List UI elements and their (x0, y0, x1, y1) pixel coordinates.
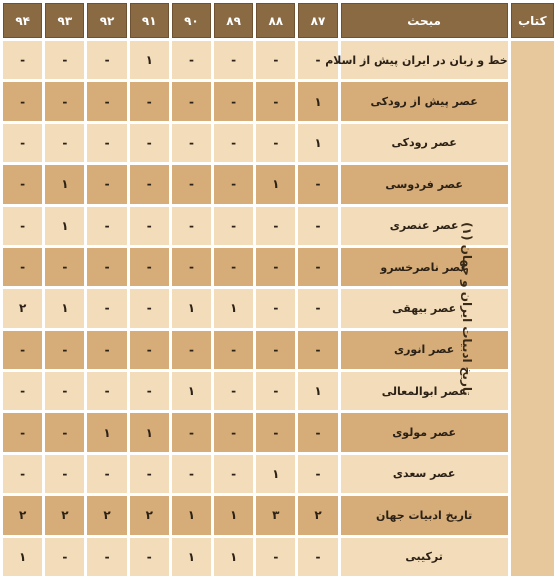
year-count-cell: - (214, 165, 253, 203)
year-count-cell: - (298, 455, 337, 493)
year-count-cell: - (87, 165, 126, 203)
year-count-cell: ۱ (3, 538, 42, 577)
topic-cell: تاریخ ادبیات جهان (341, 496, 508, 534)
year-count-cell: - (130, 538, 169, 577)
header-year: ۸۸ (256, 3, 295, 38)
year-count-cell: ۱ (298, 82, 337, 120)
year-count-cell: - (172, 41, 211, 79)
book-name-cell (460, 41, 554, 576)
year-count-cell: - (256, 41, 295, 79)
year-count-cell: - (130, 165, 169, 203)
year-count-cell: ۱ (214, 496, 253, 534)
year-count-cell: - (45, 372, 84, 410)
topic-cell: عصر انوری (341, 331, 508, 369)
year-count-cell: - (45, 248, 84, 286)
year-count-cell: - (214, 82, 253, 120)
year-count-cell: - (3, 331, 42, 369)
year-count-cell: - (45, 413, 84, 451)
year-count-cell: - (45, 41, 84, 79)
year-count-cell: - (256, 372, 295, 410)
year-count-cell: - (172, 82, 211, 120)
header-year: ۸۹ (214, 3, 253, 38)
table-row (3, 41, 554, 79)
topic-cell: عصر پیش از رودکی (341, 82, 508, 120)
year-count-cell: - (214, 124, 253, 162)
year-count-cell: ۱ (172, 372, 211, 410)
year-count-cell: ۱ (172, 496, 211, 534)
year-count-cell: - (87, 372, 126, 410)
year-count-cell: - (256, 413, 295, 451)
table-row (3, 165, 554, 203)
topic-cell: عصر بیهقی (341, 289, 508, 327)
topic-cell: عصر ابوالمعالی (341, 372, 508, 410)
header-topic: مبحث (341, 3, 508, 38)
year-count-cell: ۱ (172, 538, 211, 577)
year-count-cell: - (3, 124, 42, 162)
year-count-cell: - (172, 455, 211, 493)
year-count-cell: - (256, 124, 295, 162)
year-count-cell: - (87, 124, 126, 162)
year-count-cell: - (172, 124, 211, 162)
year-count-cell: ۱ (214, 538, 253, 577)
year-count-cell: - (214, 372, 253, 410)
year-count-cell: ۱ (45, 207, 84, 245)
year-count-cell: ۱ (298, 372, 337, 410)
year-count-cell: ۱ (45, 289, 84, 327)
year-count-cell: ۱ (214, 289, 253, 327)
year-count-cell: - (172, 165, 211, 203)
year-count-cell: - (130, 124, 169, 162)
year-count-cell: - (3, 207, 42, 245)
header-book: کتاب (511, 3, 554, 38)
year-count-cell: - (298, 413, 337, 451)
year-count-cell: ۲ (3, 496, 42, 534)
year-count-cell: - (130, 455, 169, 493)
table-row (3, 124, 554, 162)
topic-cell: عصر سعدی (341, 455, 508, 493)
year-count-cell: - (3, 248, 42, 286)
year-count-cell: - (298, 331, 337, 369)
year-count-cell: - (45, 455, 84, 493)
year-count-cell: - (172, 207, 211, 245)
year-count-cell: ۲ (45, 496, 84, 534)
year-count-cell: ۱ (256, 455, 295, 493)
year-count-cell: - (172, 413, 211, 451)
year-count-cell: - (214, 41, 253, 79)
year-count-cell: - (214, 331, 253, 369)
year-count-cell: - (130, 289, 169, 327)
topic-cell: ترکیبی (341, 538, 508, 577)
year-count-cell: - (130, 207, 169, 245)
year-count-cell: ۲ (298, 496, 337, 534)
year-count-cell: - (214, 248, 253, 286)
header-year: ۹۰ (172, 3, 211, 38)
year-count-cell: ۱ (45, 165, 84, 203)
year-count-cell: ۱ (130, 41, 169, 79)
table-row (3, 82, 554, 120)
topic-cell: خط و زبان در ایران پیش از اسلام (341, 41, 508, 79)
year-count-cell: ۳ (256, 496, 295, 534)
header-year: ۸۷ (298, 3, 337, 38)
year-count-cell: ۲ (3, 289, 42, 327)
year-count-cell: - (3, 165, 42, 203)
year-count-cell: ۲ (87, 496, 126, 534)
year-count-cell: - (130, 82, 169, 120)
year-count-cell: ۲ (130, 496, 169, 534)
topic-cell: عصر رودکی (341, 124, 508, 162)
year-count-cell: - (87, 331, 126, 369)
year-count-cell: - (298, 538, 337, 577)
year-count-cell: - (130, 372, 169, 410)
year-count-cell: - (172, 331, 211, 369)
year-count-cell: - (87, 41, 126, 79)
table-row (3, 496, 554, 534)
year-count-cell: ۱ (256, 165, 295, 203)
year-count-cell: - (172, 248, 211, 286)
year-count-cell: ۱ (298, 124, 337, 162)
year-count-cell: - (87, 248, 126, 286)
topic-cell: عصر عنصری (341, 207, 508, 245)
year-count-cell: - (214, 455, 253, 493)
year-count-cell: ۱ (130, 413, 169, 451)
year-count-cell: - (298, 207, 337, 245)
topic-cell: عصر مولوی (341, 413, 508, 451)
table-row (3, 538, 554, 577)
year-count-cell: - (3, 41, 42, 79)
year-count-cell: - (87, 455, 126, 493)
year-count-cell: - (256, 538, 295, 577)
table-row (3, 413, 554, 451)
year-count-cell: - (45, 538, 84, 577)
year-count-cell: - (87, 82, 126, 120)
year-count-cell: - (45, 82, 84, 120)
header-year: ۹۲ (87, 3, 126, 38)
year-count-cell: - (256, 289, 295, 327)
year-count-cell: - (256, 331, 295, 369)
year-count-cell: - (3, 82, 42, 120)
year-count-cell: - (45, 331, 84, 369)
year-count-cell: - (87, 207, 126, 245)
book-name: تاریخ ادبیات ایران و جهان (۱) (460, 221, 475, 396)
year-count-cell: - (130, 248, 169, 286)
year-count-cell: - (298, 41, 337, 79)
year-count-cell: ۱ (172, 289, 211, 327)
year-count-cell: - (87, 289, 126, 327)
year-count-cell: - (256, 82, 295, 120)
header-year: ۹۳ (45, 3, 84, 38)
year-count-cell: - (130, 331, 169, 369)
year-count-cell: - (298, 248, 337, 286)
topic-cell: عصر ناصرخسرو (341, 248, 508, 286)
year-count-cell: - (298, 165, 337, 203)
header-year: ۹۴ (3, 3, 42, 38)
year-count-cell: - (256, 207, 295, 245)
year-count-cell: - (45, 124, 84, 162)
year-count-cell: - (3, 455, 42, 493)
year-count-cell: - (214, 413, 253, 451)
year-count-cell: - (3, 413, 42, 451)
header-year: ۹۱ (130, 3, 169, 38)
topic-cell: عصر فردوسی (341, 165, 508, 203)
year-count-cell: - (87, 538, 126, 577)
header-row (3, 3, 554, 38)
year-count-cell: - (214, 207, 253, 245)
year-count-cell: - (256, 248, 295, 286)
year-count-cell: - (3, 372, 42, 410)
year-count-cell: - (298, 289, 337, 327)
year-count-cell: ۱ (87, 413, 126, 451)
table-row (3, 455, 554, 493)
